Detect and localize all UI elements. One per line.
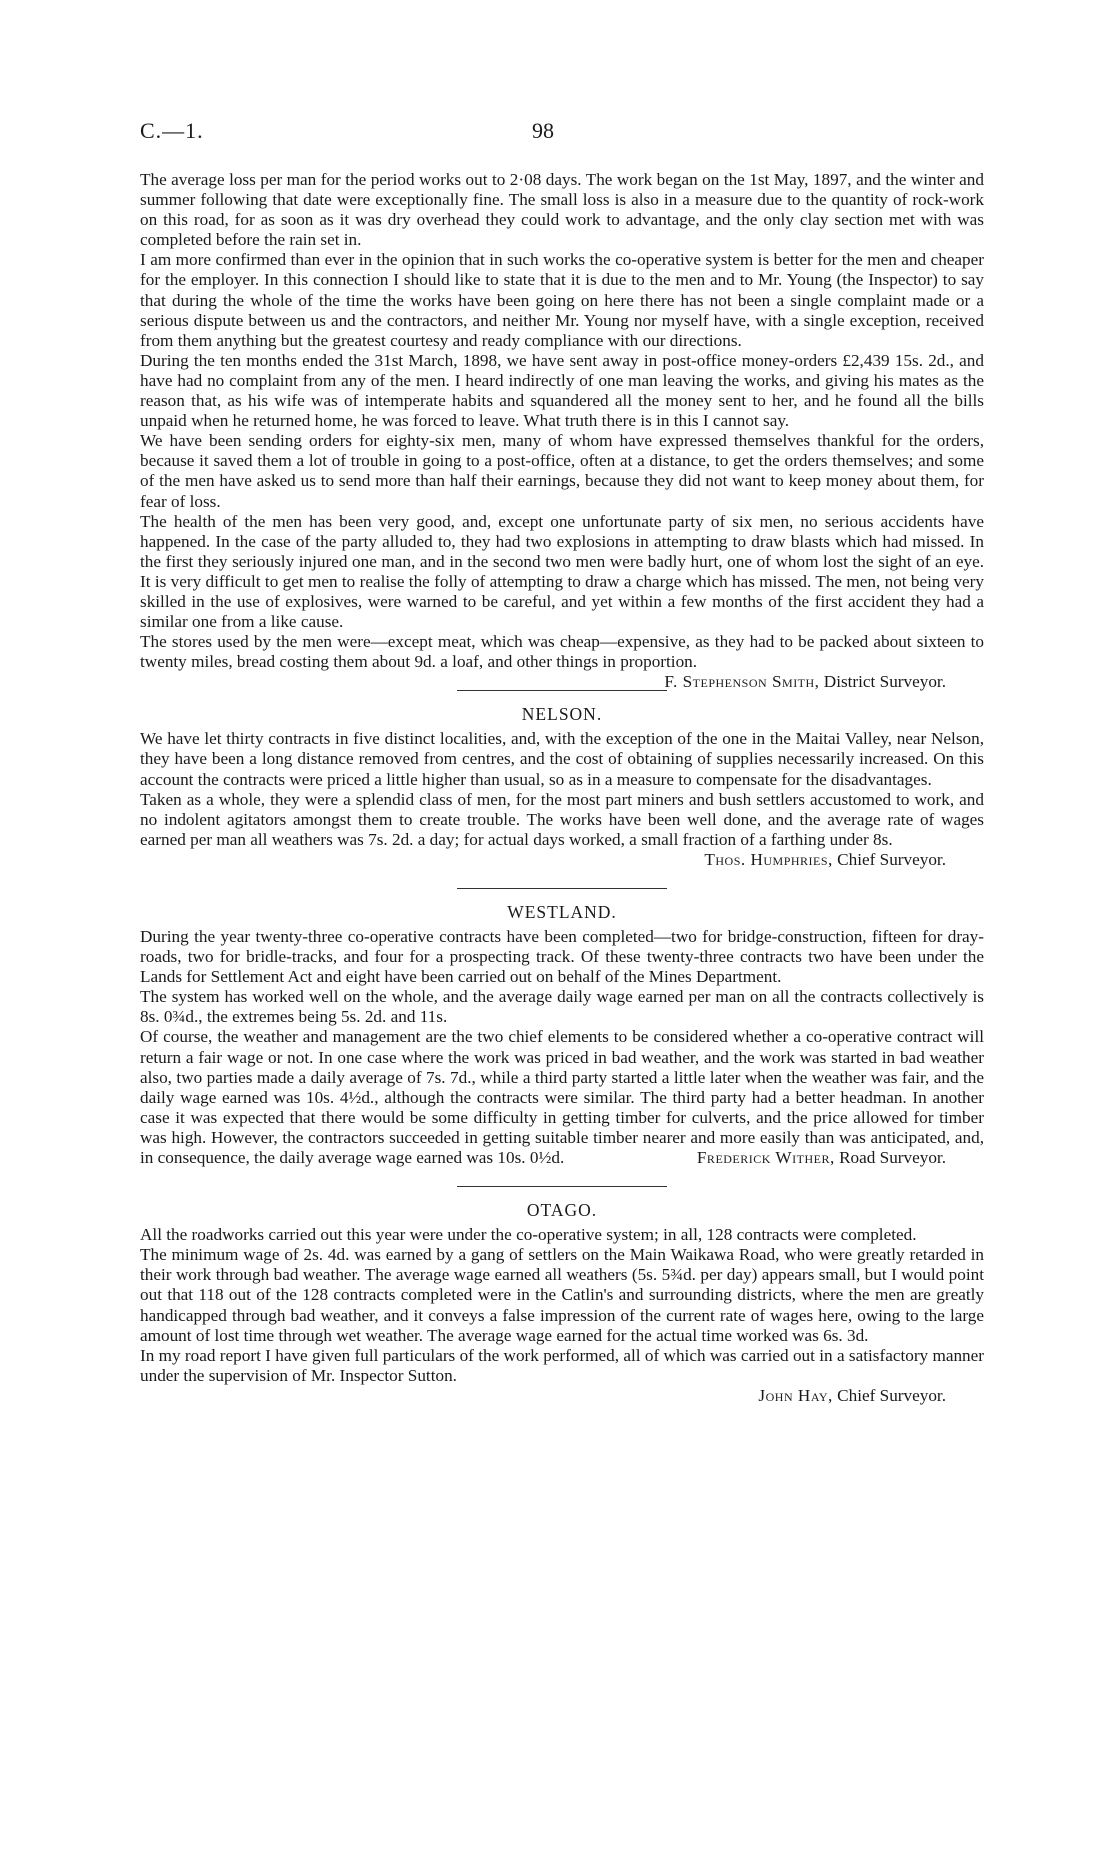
intro-paragraph: The average loss per man for the period works out to 2·08 days. The work began on the 1st May, 1897, and the winter and summer following that date were exceptionally fine. The small loss is also in a measure due to the quantity of rock-work on this road, for as soon as it was dry overhead they could work to advantage, and the only clay section met with was completed before the rain set in. [140, 170, 984, 250]
intro-paragraph-last [140, 632, 984, 692]
signature-title: Road Surveyor. [839, 1148, 946, 1168]
signature-name: John Hay, [758, 1385, 833, 1405]
otago-signature [140, 1386, 984, 1406]
page-header [140, 118, 984, 148]
nelson-section [140, 703, 984, 870]
westland-paragraph: The system has worked well on the whole, and the average daily wage earned per man on all the contracts collectively is 8s. 0¾d., the extremes being 5s. 2d. and 11s. [140, 987, 984, 1027]
signature-title: Chief Surveyor. [837, 849, 946, 869]
section-title-westland: WESTLAND. [507, 902, 617, 922]
nelson-paragraph: We have let thirty contracts in five distinct localities, and, with the exception of the one in the Maitai Valley, near Nelson, they have been a long distance removed from centres, and the cost of obtaining of supplies necessarily increased. On this account the contracts were priced a little higher than usual, so as in a measure to compensate for the disadvantages. [140, 729, 984, 789]
signature-title: District Surveyor. [823, 672, 946, 692]
westland-signature [697, 1148, 984, 1168]
signature-name: Frederick Wither, [696, 1148, 835, 1168]
nelson-signature [140, 850, 984, 870]
intro-section [140, 170, 984, 692]
intro-paragraph: The health of the men has been very good, and, except one unfortunate party of six men, no serious accidents have happened. In the case of the party alluded to, they had two explosions in attempting to draw blasts which had missed. In the first they seriously injured one man, and in the second two men were badly hurt, one of whom lost the sight of an eye. It is very difficult to get men to realise the folly of attempting to draw a charge which has missed. The men, not being very skilled in the use of explosives, were warned to be careful, and yet within a few months of the first accident they had a similar one from a like cause. [140, 511, 984, 632]
intro-paragraph: During the ten months ended the 31st March, 1898, we have sent away in post-office money-orders £2,439 15s. 2d., and have had no complaint from any of the men. I heard indirectly of one man leaving the works, and giving his mates as the reason that, as his wife was of intemperate habits and squandered all the money sent to her, and he found all the bills unpaid when he returned home, he was forced to leave. What truth there is in this I cannot say. [140, 350, 984, 431]
page-number: 98 [532, 118, 554, 143]
westland-paragraph-text: Of course, the weather and management are the two chief elements to be considered whether a co-operative contract will return a fair wage or not. In one case where the work was priced in bad weather, and the work was started in bad weather also, two parties made a daily average of 7s. 7d., while a third party started a little later when the weather was fair, and the daily wage earned was 10s. 4½d., although the contracts were similar. The third party had a better headman. In another case it was expected that there would be some difficulty in getting timber for culverts, and the price allowed for timber was high. However, the contractors succeeded in getting suitable timber nearer and more easily than was anticipated, and, in consequence, the daily average wage earned was 10s. 0½d. [140, 1027, 984, 1168]
report-code: C.—1. [140, 118, 204, 143]
otago-paragraph: In my road report I have given full particulars of the work performed, all of which was carried out in a satisfactory manner under the supervision of Mr. Inspector Sutton. [140, 1345, 984, 1385]
section-title-nelson: NELSON. [521, 704, 603, 725]
otago-section [140, 1199, 984, 1406]
westland-section [140, 901, 984, 1168]
otago-paragraph: The minimum wage of 2s. 4d. was earned by a gang of settlers on the Main Waikawa Road, who were greatly retarded in their work through bad weather. The average wage earned all weathers (5s. 5¾d. per day) appears small, but I would point out that 118 out of the 128 contracts completed were in the Catlin's and surrounding districts, where the men are greatly handicapped through bad weather, and it conveys a false impression of the current rate of wages here, owing to the large amount of lost time through wet weather. The average wage earned for the actual time worked was 6s. 3d. [140, 1245, 984, 1345]
page-body [140, 170, 984, 1406]
section-title-otago: OTAGO. [526, 1200, 598, 1221]
intro-paragraph: We have been sending orders for eighty-six men, many of whom have expressed themselves thankful for the orders, because it saved them a lot of trouble in going to a post-office, often at a distance, to get the orders themselves; and some of the men have asked us to send more than half their earnings, because they did not want to keep money about them, for fear of loss. [140, 431, 984, 511]
westland-paragraph: During the year twenty-three co-operative contracts have been completed—two for bridge-construction, fifteen for dray-roads, two for bridle-tracks, and four for a prospecting track. Of these twenty-three contracts two have been under the Lands for Settlement Act and eight have been carried out on behalf of the Mines Department. [140, 927, 984, 987]
otago-paragraph: All the roadworks carried out this year were under the co-operative system; in all, 128 contracts were completed. [140, 1225, 917, 1245]
signature-name: F. Stephenson Smith, [664, 672, 820, 692]
nelson-paragraph: Taken as a whole, they were a splendid class of men, for the most part miners and bush settlers accustomed to work, and no indolent agitators amongst them to create trouble. The works have been well done, and the average rate of wages earned per man all weathers was 7s. 2d. a day; for actual days worked, a small fraction of a farthing under 8s. [140, 789, 984, 849]
westland-paragraph-last [140, 1027, 984, 1168]
signature-name: Thos. Humphries, [704, 849, 833, 869]
intro-paragraph: I am more confirmed than ever in the opinion that in such works the co-operative system is better for the men and cheaper for the employer. In this connection I should like to state that it is due to the men and to Mr. Young (the Inspector) to say that during the whole of the time the works have been going on here there has not been a single complaint made or a serious dispute between us and the contractors, and neither Mr. Young nor myself have, with a single exception, received from them anything but the greatest courtesy and ready compliance with our directions. [140, 250, 984, 350]
intro-paragraph-text: The stores used by the men were—except meat, which was cheap—expensive, as they had to be packed about sixteen to twenty miles, bread costing them about 9d. a loaf, and other things in proportion. [140, 632, 984, 672]
intro-signature [664, 672, 984, 692]
signature-title: Chief Surveyor. [837, 1385, 946, 1405]
